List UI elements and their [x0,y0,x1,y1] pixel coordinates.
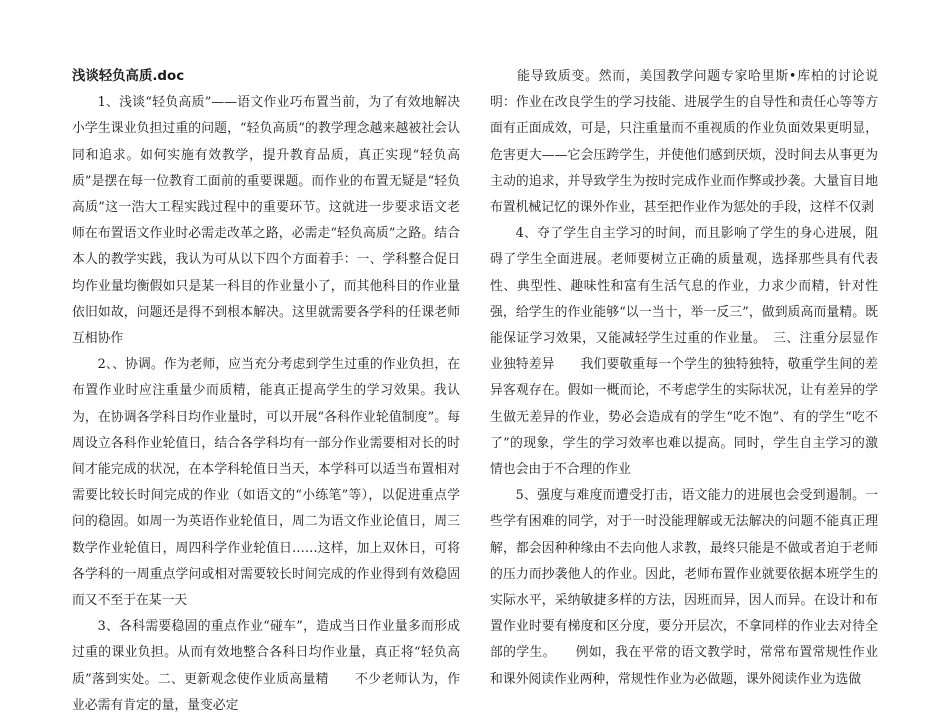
paragraph: 能导致质变。然而，美国教学问题专家哈里斯•库柏的讨论说明：作业在改良学生的学习技能、进展学生的自导性和责任心等等方面有正面成效，可是，只注重量而不重视质的作业负面效果更明显，危害更大——它会压跨学生，并使他们感到厌烦，没时间去从事更为主动的追求，并导致学生为按时完成作业而作弊或抄袭。大量盲目地布置机械记忆的课外作业，甚至把作业作为惩处的手段，这样不仅剥 [490,69,878,216]
document-title: 浅谈轻负高质.doc [72,69,185,84]
paragraph: 2、、协调。作为老师，应当充分考虑到学生过重的作业负担，在布置作业时应注重量少而质精，能真正提高学生的学习效果。我认为，在协调各学科日均作业量时，可以开展“各科作业轮值制度”。每周设立各科作业轮值日，结合各学科均有一部分作业需要相对长的时间才能完成的状况，在本学科轮值日当天，本学科可以适当布置相对需要比较长时间完成的作业（如语文的“小练笔”等），以促进重点学问的稳固。如周一为英语作业轮值日，周二为语文作业论值日，周三数学作业轮值日，周四科学作业轮值日……这样，加上双休日，可将各学科的一周重点学问或相对需要较长时间完成的作业得到有效稳固而又不至于在某一天 [72,357,460,609]
paragraph: 4、夺了学生自主学习的时间，而且影响了学生的身心进展，阻碍了学生全面进展。老师要树立正确的质量观，选择那些具有代表性、典型性、趣味性和富有生活气息的作业，力求少而精，针对性强，给学生的作业能够“以一当十，举一反三”，做到质高而量精。既能保证学习效果，又能减轻学生过重的作业量。 三、注重分层显作业独特差异 我们要敬重每一个学生的独特独特，敬重学生间的差异客观存在。假如一概而论，不考虑学生的实际状况，让有差异的学生做无差异的作业，势必会造成有的学生“吃不饱”、有的学生“吃不了”的现象，学生的学习效率也难以提高。同时，学生自主学习的激情也会由于不合理的作业 [490,226,878,478]
paragraph: 1、浅谈“轻负高质”——语文作业巧布置当前，为了有效地解决小学生课业负担过重的问题，“轻负高质”的教学理念越来越被社会认同和追求。如何实施有效教学，提升教育品质，真正实现“轻负高质”是摆在每一位教育工面前的重要课题。而作业的布置无疑是“轻负高质”这一浩大工程实践过程中的重要环节。这就进一步要求语文老师在布置语文作业时必需走改革之路，必需走“轻负高质”之路。结合本人的教学实践，我认为可从以下四个方面着手：一、学科整合促日均作业量均衡假如只是某一科目的作业量小了，而其他科目的作业量依旧如故，问题还是得不到根本解决。这里就需要各学科的任课老师互相协作 [72,95,460,347]
left-column [72,64,460,719]
paragraph: 3、各科需要稳固的重点作业“碰车”，造成当日作业量多而形成过重的课业负担。从而有效地整合各科日均作业量，真正将“轻负高质”落到实处。二、更新观念使作业质高量精 不少老师认为，作业必需有肯定的量，量变必定 [72,619,460,713]
paragraph: 5、强度与难度而遭受打击，语文能力的进展也会受到遏制。一些学有困难的同学，对于一时没能理解或无法解决的问题不能真正理解，都会因种种缘由不去向他人求教，最终只能是不做或者迫于老师的压力而抄袭他人的作业。因此，老师布置作业就要依据本班学生的实际水平，采纳敏捷多样的方法，因班而异，因人而异。在设计和布置作业时要有梯度和区分度，要分开层次，不拿同样的作业去对待全部的学生。 例如，我在平常的语文教学时，常常布置常规性作业和课外阅读作业两种，常规性作业为必做题，课外阅读作业为选做 [490,488,878,687]
right-column [490,64,878,693]
